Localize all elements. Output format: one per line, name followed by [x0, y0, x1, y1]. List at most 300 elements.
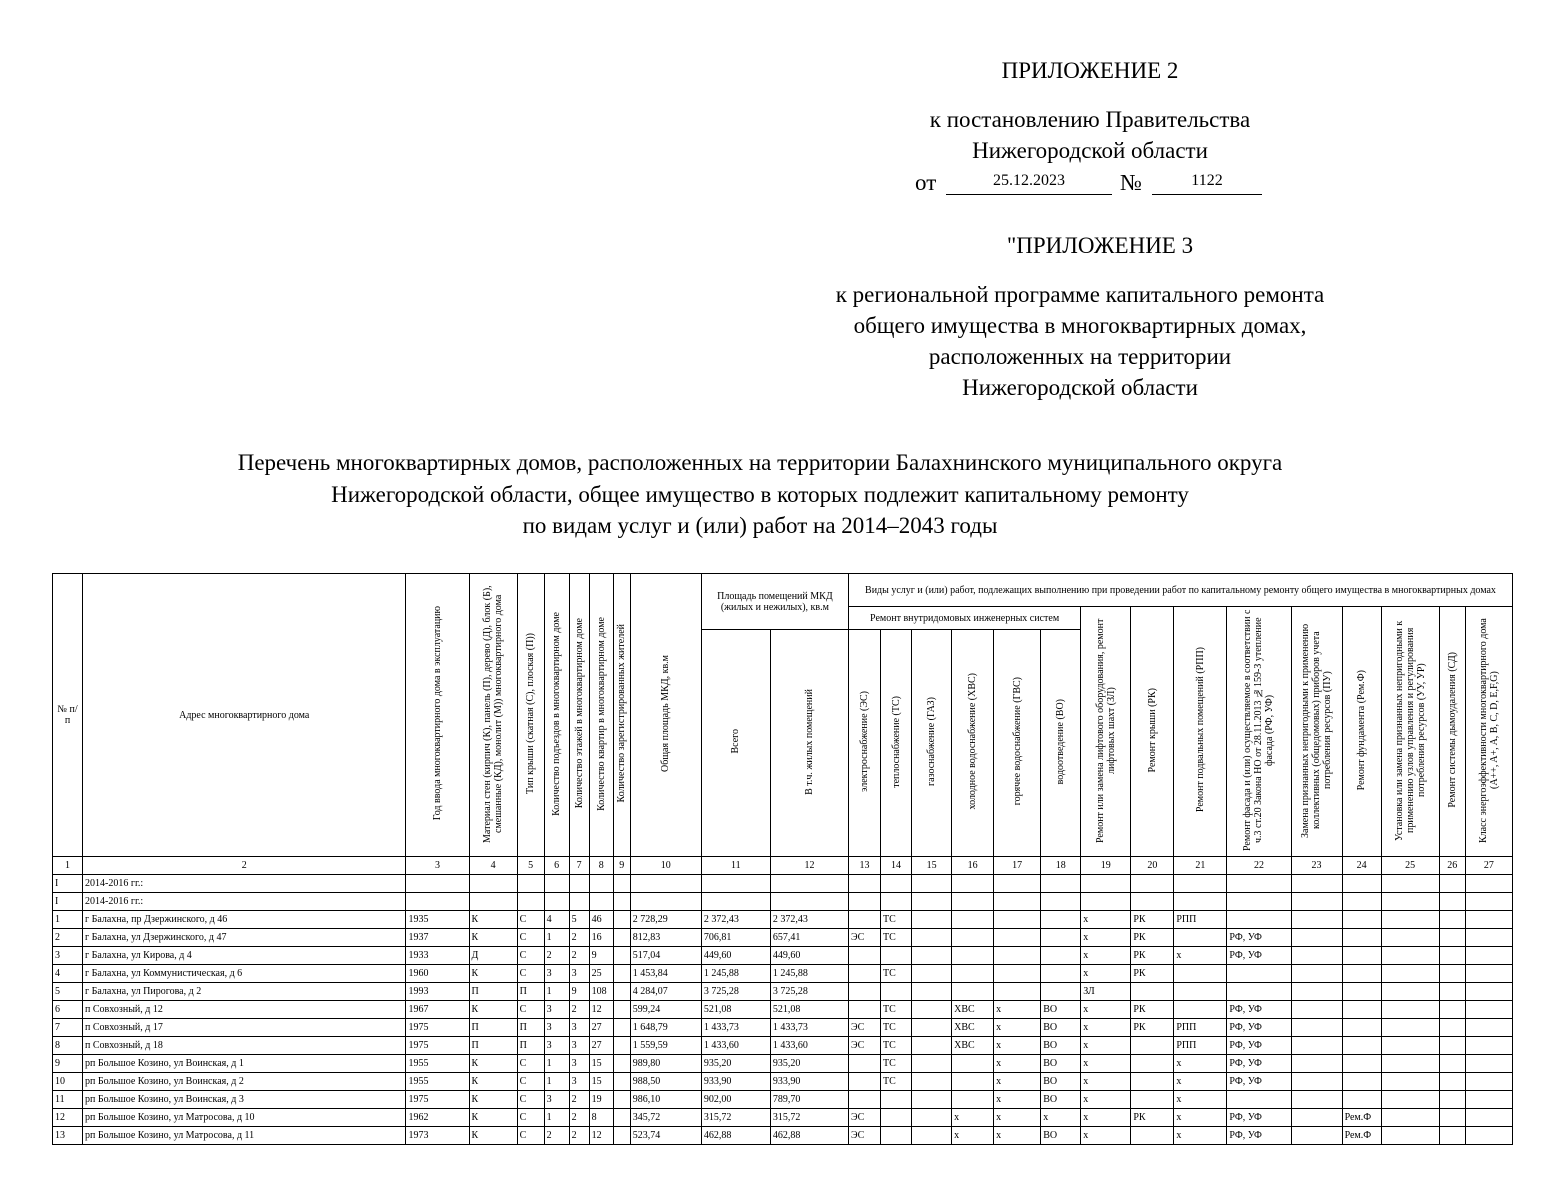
table-cell [1131, 983, 1174, 1001]
table-cell [544, 893, 569, 911]
table-cell [881, 875, 912, 893]
table-cell [1465, 1037, 1512, 1055]
table-cell: 1967 [406, 1001, 469, 1019]
header-heat: теплоснабжение (ТС) [881, 630, 912, 857]
table-cell [881, 1109, 912, 1127]
table-cell: 8 [53, 1037, 83, 1055]
table-cell [1439, 983, 1465, 1001]
table-cell: 2 [544, 947, 569, 965]
table-cell [613, 983, 630, 1001]
table-cell: 5 [53, 983, 83, 1001]
header-engineering-systems: Ремонт внутридомовых инженерных систем [848, 607, 1080, 630]
table-cell: 3 725,28 [701, 983, 770, 1001]
table-cell: ВО [1041, 1001, 1081, 1019]
table-cell: 1975 [406, 1037, 469, 1055]
table-cell [1174, 965, 1227, 983]
table-cell: ВО [1041, 1091, 1081, 1109]
table-cell [1381, 1019, 1439, 1037]
table-cell [912, 965, 952, 983]
table-cell: 521,08 [701, 1001, 770, 1019]
column-number: 17 [994, 857, 1041, 875]
table-cell: х [952, 1109, 994, 1127]
table-cell [1291, 1109, 1342, 1127]
table-row [53, 1127, 1513, 1145]
table-cell [589, 893, 613, 911]
table-cell [912, 929, 952, 947]
table-cell: х [1174, 1109, 1227, 1127]
table-cell: С [517, 911, 544, 929]
table-cell: ВО [1041, 1019, 1081, 1037]
table-cell [1381, 1109, 1439, 1127]
table-cell [1465, 1127, 1512, 1145]
table-cell: х [1174, 947, 1227, 965]
table-cell [1439, 911, 1465, 929]
table-cell [1041, 947, 1081, 965]
table-cell: 599,24 [630, 1001, 701, 1019]
table-cell: П [469, 983, 517, 1001]
table-cell: К [469, 965, 517, 983]
table-cell: 812,83 [630, 929, 701, 947]
table-cell [1439, 1073, 1465, 1091]
table-cell: 1 433,60 [770, 1037, 848, 1055]
document-title-line-2: Нижегородской области, общее имущество в которых подлежит капитальному ремонту [331, 482, 1189, 507]
table-cell [613, 1091, 630, 1109]
column-number: 27 [1465, 857, 1512, 875]
table-cell [1381, 965, 1439, 983]
table-cell [1131, 1037, 1174, 1055]
table-cell: х [1081, 1001, 1131, 1019]
table-cell: 1962 [406, 1109, 469, 1127]
table-cell: 9 [53, 1055, 83, 1073]
table-cell [1439, 965, 1465, 983]
table-cell: 1973 [406, 1127, 469, 1145]
table-cell: К [469, 1109, 517, 1127]
program-line-2: общего имущества в многоквартирных домах, [853, 313, 1307, 338]
table-cell [1439, 1127, 1465, 1145]
table-cell [952, 983, 994, 1001]
region-line: Нижегородской области [972, 138, 1208, 163]
table-cell: К [469, 1073, 517, 1091]
column-number: 9 [613, 857, 630, 875]
column-number: 4 [469, 857, 517, 875]
table-cell [613, 1127, 630, 1145]
table-cell: х [994, 1073, 1041, 1091]
table-cell [613, 947, 630, 965]
table-cell [1131, 1127, 1174, 1145]
table-cell: п Совхозный, д 18 [83, 1037, 406, 1055]
header-num: № п/п [53, 574, 83, 857]
column-number: 11 [701, 857, 770, 875]
table-cell: 12 [589, 1001, 613, 1019]
table-cell: ТС [881, 1055, 912, 1073]
column-number: 15 [912, 857, 952, 875]
header-roof-type: Тип крыши (скатная (С), плоская (П)) [517, 574, 544, 857]
table-row [53, 1073, 1513, 1091]
table-cell: ЭС [848, 929, 880, 947]
header-works: Виды услуг и (или) работ, подлежащих выполнению при проведении работ по капитальному ремонту общего имущества в многоквартирных домах [848, 574, 1512, 607]
table-cell: П [469, 1019, 517, 1037]
table-cell [848, 965, 880, 983]
table-cell [1131, 1091, 1174, 1109]
column-number-row [53, 857, 1513, 875]
table-cell: 3 [53, 947, 83, 965]
table-cell [1174, 929, 1227, 947]
table-cell: ВО [1041, 1127, 1081, 1145]
table-cell: 2 [53, 929, 83, 947]
table-cell: РФ, УФ [1227, 1073, 1291, 1091]
table-cell [1342, 929, 1381, 947]
table-cell: 2 728,29 [630, 911, 701, 929]
table-cell [1342, 911, 1381, 929]
document-title-line-1: Перечень многоквартирных домов, расположенных на территории Балахнинского муниципального округа [237, 450, 1283, 475]
table-cell: 4 [544, 911, 569, 929]
table-cell [1381, 1073, 1439, 1091]
table-cell [848, 947, 880, 965]
appendix-title: ПРИЛОЖЕНИЕ 2 [1001, 58, 1179, 83]
table-cell [1439, 929, 1465, 947]
table-cell: 3 [544, 1019, 569, 1037]
header-energy-class: Класс энергоэффективности многоквартирного дома (A++, A+, A, B, C, D, E,F,G) [1465, 607, 1512, 857]
table-cell: 345,72 [630, 1109, 701, 1127]
column-number: 16 [952, 857, 994, 875]
table-cell: 3 [569, 1073, 589, 1091]
table-cell: 315,72 [770, 1109, 848, 1127]
table-cell [848, 1001, 880, 1019]
table-cell [1291, 1091, 1342, 1109]
header-electric: электроснабжение (ЭС) [848, 630, 880, 857]
table-cell: РПП [1174, 1019, 1227, 1037]
table-cell: 2 [569, 947, 589, 965]
table-cell: х [1081, 965, 1131, 983]
table-cell [630, 875, 701, 893]
table-cell [1041, 929, 1081, 947]
table-cell: 27 [589, 1019, 613, 1037]
table-cell: 1 [544, 983, 569, 1001]
table-cell [912, 1073, 952, 1091]
table-cell: 935,20 [701, 1055, 770, 1073]
table-cell [912, 1001, 952, 1019]
table-cell [1381, 911, 1439, 929]
table-cell [1439, 875, 1465, 893]
table-cell [1291, 893, 1342, 911]
number-sign: № [1120, 170, 1142, 195]
header-foundation: Ремонт фундамента (Рем.Ф) [1342, 607, 1381, 857]
table-cell: 789,70 [770, 1091, 848, 1109]
table-cell [1381, 1127, 1439, 1145]
table-cell: РФ, УФ [1227, 929, 1291, 947]
header-total: Всего [701, 630, 770, 857]
resolution-line: к постановлению Правительства [929, 107, 1251, 132]
table-cell [770, 875, 848, 893]
table-cell: 902,00 [701, 1091, 770, 1109]
table-cell: х [952, 1127, 994, 1145]
table-cell [952, 893, 994, 911]
table-cell: ТС [881, 929, 912, 947]
table-cell: С [517, 929, 544, 947]
table-cell [952, 1091, 994, 1109]
column-number: 23 [1291, 857, 1342, 875]
table-cell: х [994, 1001, 1041, 1019]
table-cell: 1 [544, 929, 569, 947]
table-cell [1041, 893, 1081, 911]
table-cell [1227, 1091, 1291, 1109]
table-cell: С [517, 1001, 544, 1019]
header-address: Адрес многоквартирного дома [83, 574, 406, 857]
table-cell [1291, 947, 1342, 965]
table-cell: 19 [589, 1091, 613, 1109]
table-cell: 935,20 [770, 1055, 848, 1073]
table-cell: 2 [569, 1127, 589, 1145]
table-cell: ЭС [848, 1109, 880, 1127]
table-cell [469, 875, 517, 893]
from-label: от [915, 170, 937, 195]
table-cell [1291, 1037, 1342, 1055]
table-cell: С [517, 1109, 544, 1127]
table-cell [1381, 929, 1439, 947]
table-cell [613, 875, 630, 893]
table-cell [1342, 893, 1381, 911]
table-cell [1227, 875, 1291, 893]
table-cell: 12 [53, 1109, 83, 1127]
table-cell: 1937 [406, 929, 469, 947]
table-cell: х [1174, 1055, 1227, 1073]
table-cell [517, 893, 544, 911]
table-cell: 315,72 [701, 1109, 770, 1127]
table-cell: х [1081, 1037, 1131, 1055]
header-year: Год ввода многоквартирного дома в эксплуатацию [406, 574, 469, 857]
column-number: 13 [848, 857, 880, 875]
header-gas: газоснабжение (ГАЗ) [912, 630, 952, 857]
table-cell: Рем.Ф [1342, 1127, 1381, 1145]
table-cell [469, 893, 517, 911]
table-cell [1174, 893, 1227, 911]
table-cell: 933,90 [770, 1073, 848, 1091]
table-cell [544, 875, 569, 893]
table-cell [1465, 1073, 1512, 1091]
table-cell [1465, 947, 1512, 965]
table-cell: 1933 [406, 947, 469, 965]
table-cell [912, 1127, 952, 1145]
program-line-4: Нижегородской области [962, 375, 1198, 400]
column-number: 14 [881, 857, 912, 875]
table-cell: 7 [53, 1019, 83, 1037]
table-cell: 1 433,73 [770, 1019, 848, 1037]
table-cell [1342, 983, 1381, 1001]
table-cell [994, 893, 1041, 911]
table-cell: х [994, 1109, 1041, 1127]
table-cell: ВО [1041, 1055, 1081, 1073]
table-cell: РФ, УФ [1227, 1055, 1291, 1073]
table-cell: ХВС [952, 1019, 994, 1037]
table-cell: г Балахна, пр Дзержинского, д 46 [83, 911, 406, 929]
table-cell [1041, 965, 1081, 983]
table-row [53, 983, 1513, 1001]
table-cell [994, 911, 1041, 929]
table-cell: Д [469, 947, 517, 965]
table-cell [952, 965, 994, 983]
table-cell: I [53, 875, 83, 893]
table-cell [1381, 893, 1439, 911]
table-cell: 462,88 [701, 1127, 770, 1145]
table-cell: х [994, 1019, 1041, 1037]
table-cell: 2 [544, 1127, 569, 1145]
header-meters: Замена признанных непригодными к применению коллективных (общедомовых) приборов учета потребления ресурсов (ПУ) [1291, 607, 1342, 857]
table-cell: х [1081, 947, 1131, 965]
table-cell: С [517, 1073, 544, 1091]
table-cell [1439, 1091, 1465, 1109]
table-cell: 1975 [406, 1091, 469, 1109]
table-cell: I [53, 893, 83, 911]
table-cell: ЭС [848, 1037, 880, 1055]
table-cell: 1955 [406, 1055, 469, 1073]
table-cell: РФ, УФ [1227, 1019, 1291, 1037]
table-cell [613, 1109, 630, 1127]
table-cell: РК [1131, 1019, 1174, 1037]
table-cell: 517,04 [630, 947, 701, 965]
table-cell: 1 245,88 [701, 965, 770, 983]
document-title-line-3: по видам услуг и (или) работ на 2014–2043 годы [522, 513, 998, 538]
table-row [53, 1001, 1513, 1019]
table-cell [1439, 1001, 1465, 1019]
table-cell [1465, 1055, 1512, 1073]
table-cell: 521,08 [770, 1001, 848, 1019]
table-cell [1131, 893, 1174, 911]
table-cell [881, 947, 912, 965]
table-cell [912, 947, 952, 965]
table-cell: 12 [589, 1127, 613, 1145]
table-cell: ХВС [952, 1037, 994, 1055]
table-cell: 1 [544, 1109, 569, 1127]
table-cell [630, 893, 701, 911]
table-cell: х [1081, 1055, 1131, 1073]
table-cell: 933,90 [701, 1073, 770, 1091]
table-cell [912, 875, 952, 893]
table-cell: С [517, 1091, 544, 1109]
table-cell [1041, 911, 1081, 929]
table-cell [1291, 1055, 1342, 1073]
table-cell [406, 893, 469, 911]
table-cell [952, 947, 994, 965]
table-cell: РФ, УФ [1227, 1001, 1291, 1019]
table-cell: К [469, 1001, 517, 1019]
table-cell [912, 911, 952, 929]
table-cell [1381, 1037, 1439, 1055]
table-cell: РК [1131, 929, 1174, 947]
table-cell: 27 [589, 1037, 613, 1055]
table-cell: 1955 [406, 1073, 469, 1091]
column-number: 19 [1081, 857, 1131, 875]
table-cell: ТС [881, 1019, 912, 1037]
table-cell [952, 1055, 994, 1073]
table-cell [1342, 1001, 1381, 1019]
header-roof-repair: Ремонт крыши (РК) [1131, 607, 1174, 857]
table-cell [589, 875, 613, 893]
table-cell: х [1174, 1127, 1227, 1145]
table-cell [1465, 893, 1512, 911]
table-cell: П [517, 1019, 544, 1037]
column-number: 20 [1131, 857, 1174, 875]
header-material: Материал стен (кирпич (К), панель (П), дерево (Д), блок (Б), смешанные (КД), монолит (М)) многоквартирного дома [469, 574, 517, 857]
table-cell [1342, 1073, 1381, 1091]
table-cell [994, 947, 1041, 965]
table-cell: 25 [589, 965, 613, 983]
table-cell [1174, 1001, 1227, 1019]
table-cell: 6 [53, 1001, 83, 1019]
table-cell [1291, 911, 1342, 929]
table-cell: С [517, 1127, 544, 1145]
table-cell: ТС [881, 911, 912, 929]
table-cell [1131, 1073, 1174, 1091]
table-cell: 1 433,73 [701, 1019, 770, 1037]
table-cell [701, 875, 770, 893]
table-cell [1081, 875, 1131, 893]
table-cell: РФ, УФ [1227, 947, 1291, 965]
table-cell: 4 [53, 965, 83, 983]
table-cell [613, 1001, 630, 1019]
table-cell: С [517, 1055, 544, 1073]
table-row [53, 911, 1513, 929]
header-residential: В т.ч. жилых помещений [770, 630, 848, 857]
table-cell [1041, 875, 1081, 893]
table-cell [912, 983, 952, 1001]
table-cell [912, 1055, 952, 1073]
table-cell [613, 965, 630, 983]
table-cell: 2 [569, 1001, 589, 1019]
table-cell [1227, 893, 1291, 911]
table-cell [848, 983, 880, 1001]
table-cell: 1935 [406, 911, 469, 929]
table-cell [1131, 875, 1174, 893]
table-cell: х [1081, 1019, 1131, 1037]
table-cell: 2 372,43 [770, 911, 848, 929]
table-cell [952, 875, 994, 893]
table-cell: 9 [589, 947, 613, 965]
resolution-date: 25.12.2023 [946, 172, 1112, 195]
header-premises-area: Площадь помещений МКД (жилых и нежилых), кв.м [701, 574, 848, 630]
table-cell [1342, 1091, 1381, 1109]
table-cell [912, 1109, 952, 1127]
column-number: 12 [770, 857, 848, 875]
column-number: 24 [1342, 857, 1381, 875]
table-cell: 13 [53, 1127, 83, 1145]
table-cell: п Совхозный, д 12 [83, 1001, 406, 1019]
table-cell: 1975 [406, 1019, 469, 1037]
table-row [53, 929, 1513, 947]
table-cell: С [517, 965, 544, 983]
table-cell [770, 893, 848, 911]
table-cell: РК [1131, 1109, 1174, 1127]
table-cell: 3 [544, 1037, 569, 1055]
table-cell [881, 1127, 912, 1145]
table-row [53, 1037, 1513, 1055]
table-cell: х [1081, 929, 1131, 947]
program-line-3: расположенных на территории [928, 344, 1232, 369]
table-cell: П [517, 1037, 544, 1055]
table-row [53, 947, 1513, 965]
table-cell [994, 965, 1041, 983]
table-cell [1081, 893, 1131, 911]
table-cell: ТС [881, 965, 912, 983]
table-cell: 2 [569, 929, 589, 947]
table-cell: 1 453,84 [630, 965, 701, 983]
column-number: 3 [406, 857, 469, 875]
table-cell: ВО [1041, 1073, 1081, 1091]
table-cell [952, 929, 994, 947]
table-cell: 1 245,88 [770, 965, 848, 983]
table-cell [1342, 1019, 1381, 1037]
header-elevator: Ремонт или замена лифтового оборудования, ремонт лифтовых шахт (ЗЛ) [1081, 607, 1131, 857]
table-cell: ЭС [848, 1019, 880, 1037]
